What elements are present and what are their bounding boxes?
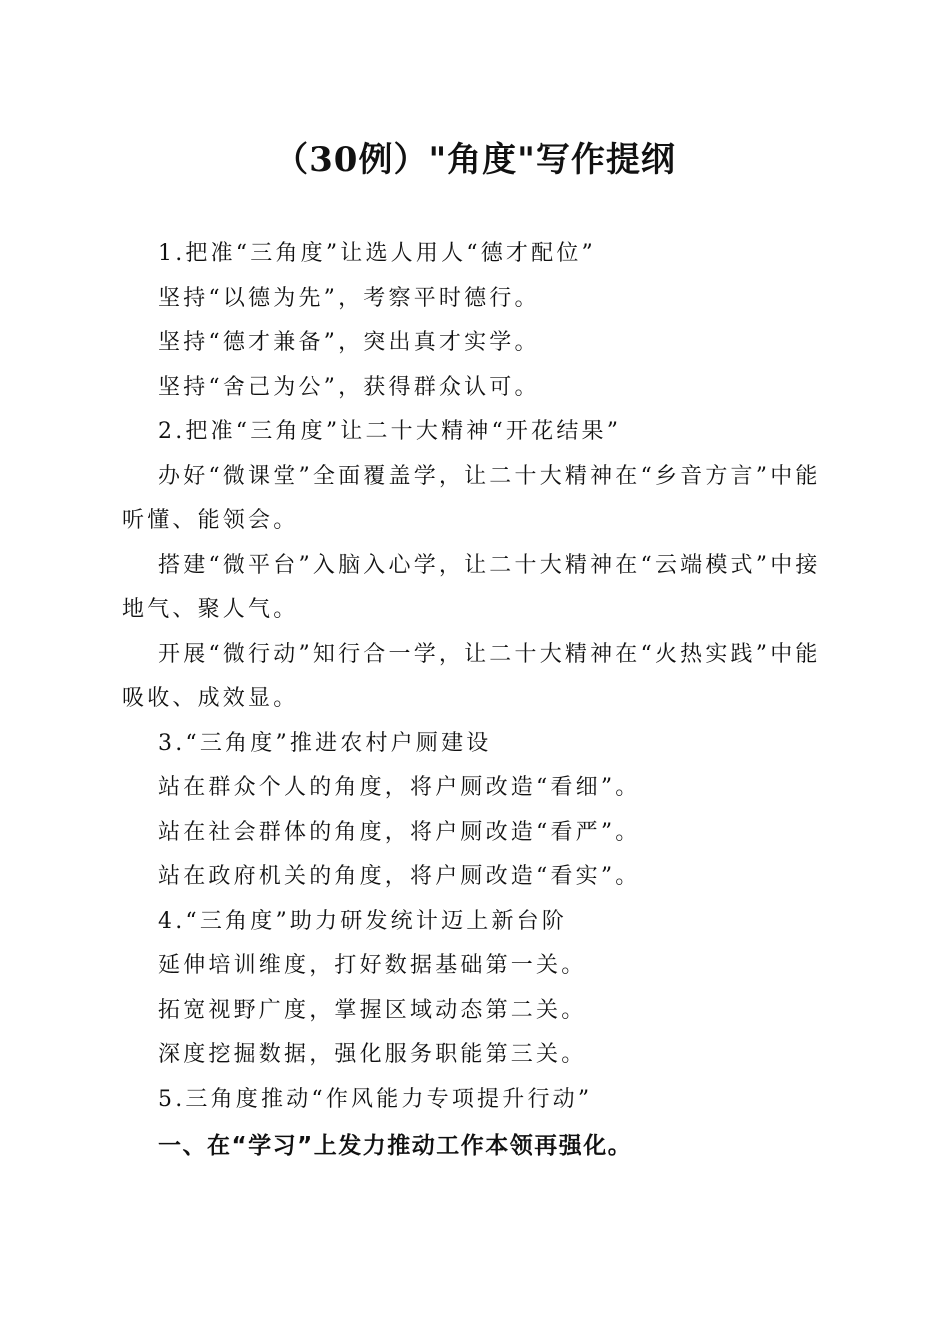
paragraph: 站在政府机关的角度，将户厕改造“看实”。 [158, 864, 641, 889]
paragraph: 延伸培训维度，打好数据基础第一关。 [158, 953, 587, 978]
section-heading-4: 4.“三角度”助力研发统计迈上新台阶 [158, 908, 568, 934]
paragraph: 坚持“德才兼备”，突出真才实学。 [158, 330, 540, 355]
paragraph: 开展“微行动”知行合一学，让二十大精神在“火热实践”中能吸收、成效显。 [122, 641, 821, 711]
subsection-heading: 一、在“学习”上发力推动工作本领再强化。 [158, 1133, 633, 1159]
document-title: （30例）"角度"写作提纲 [274, 140, 676, 180]
section-heading-2: 2.把准“三角度”让二十大精神“开花结果” [158, 419, 622, 444]
paragraph: 坚持“舍己为公”，获得群众认可。 [158, 374, 540, 400]
paragraph: 拓宽视野广度，掌握区域动态第二关。 [158, 997, 587, 1023]
paragraph: 站在群众个人的角度，将户厕改造“看细”。 [158, 775, 641, 800]
paragraph: 搭建“微平台”入脑入心学，让二十大精神在“云端模式”中接地气、聚人气。 [122, 552, 821, 622]
section-heading-5: 5.三角度推动“作风能力专项提升行动” [158, 1086, 593, 1112]
paragraph: 深度挖掘数据，强化服务职能第三关。 [158, 1042, 587, 1067]
paragraph: 站在社会群体的角度，将户厕改造“看严”。 [158, 819, 641, 845]
paragraph: 坚持“以德为先”，考察平时德行。 [158, 285, 540, 311]
section-heading-1: 1.把准“三角度”让选人用人“德才配位” [158, 241, 596, 266]
section-heading-3: 3.“三角度”推进农村户厕建设 [158, 730, 492, 756]
document-body [122, 232, 822, 1169]
paragraph: 办好“微课堂”全面覆盖学，让二十大精神在“乡音方言”中能听懂、能领会。 [122, 463, 821, 533]
